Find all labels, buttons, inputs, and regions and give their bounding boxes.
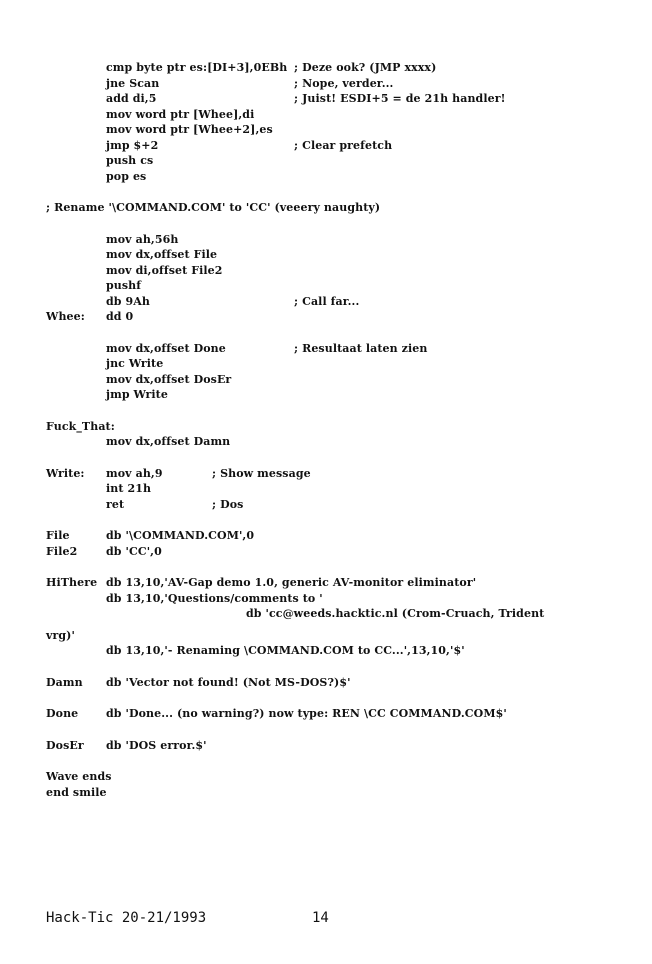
code-line <box>46 278 626 294</box>
code-line <box>46 341 626 357</box>
code-line <box>46 107 626 123</box>
instruction: db 'DOS error.$' <box>106 738 207 752</box>
code-line <box>46 575 626 591</box>
comment: ; Juist! ESDI+5 = de 21h handler! <box>294 92 506 105</box>
page-number: 14 <box>312 910 329 926</box>
code-line <box>46 419 626 435</box>
comment: ; Call far... <box>294 294 360 308</box>
directive: end smile <box>46 785 107 799</box>
code-line <box>46 76 626 92</box>
code-line <box>46 247 626 263</box>
code-line <box>46 232 626 248</box>
code-line <box>46 91 626 107</box>
code-line <box>46 706 626 722</box>
code-line <box>46 356 626 372</box>
comment: ; Nope, verder... <box>294 76 394 90</box>
code-line <box>46 591 626 607</box>
instruction: mov ah,9 <box>106 466 163 480</box>
code-line <box>46 643 626 659</box>
code-label: Done <box>46 707 79 720</box>
instruction: jne Scan <box>106 76 160 90</box>
instruction: mov dx,offset File <box>106 248 218 261</box>
code-label: File <box>46 529 70 542</box>
comment: ; Resultaat laten zien <box>294 341 428 355</box>
code-label: Fuck_That: <box>46 419 115 433</box>
comment: ; Deze ook? (JMP xxxx) <box>294 61 437 74</box>
instruction: mov dx,offset Damn <box>106 435 231 448</box>
rename-comment: ; Rename '\COMMAND.COM' to 'CC' (veeery naughty) <box>46 201 381 214</box>
instruction: cmp byte ptr es:[DI+3],0EBh <box>106 61 288 74</box>
instruction: db 13,10,'AV-Gap demo 1.0, generic AV-monitor eliminator' <box>106 576 477 589</box>
instruction: mov word ptr [Whee],di <box>106 107 255 121</box>
code-label: Whee: <box>46 310 85 323</box>
code-line <box>46 263 626 279</box>
code-line <box>46 606 626 622</box>
instruction: mov word ptr [Whee+2],es <box>106 123 273 136</box>
code-line <box>46 153 626 169</box>
code-line <box>46 497 626 513</box>
instruction: jnc Write <box>106 357 164 370</box>
instruction-wrap: vrg)' <box>46 628 75 642</box>
code-label: HiThere <box>46 576 98 589</box>
instruction: int 21h <box>106 482 152 495</box>
code-label: DosEr <box>46 738 84 752</box>
code-label: File2 <box>46 544 78 558</box>
comment: ; Clear prefetch <box>294 138 393 152</box>
instruction: mov dx,offset Done <box>106 341 226 355</box>
instruction: dd 0 <box>106 310 134 323</box>
instruction: db 13,10,'Questions/comments to ' <box>106 591 323 605</box>
comment: ; Show message <box>212 466 311 480</box>
instruction: db 'cc@weeds.hacktic.nl (Crom-Cruach, Trident <box>246 607 545 620</box>
instruction: pop es <box>106 169 147 183</box>
instruction: db 'Done... (no warning?) now type: REN \CC COMMAND.COM$' <box>106 707 507 720</box>
instruction: mov dx,offset DosEr <box>106 372 232 386</box>
instruction: db 'CC',0 <box>106 544 162 558</box>
code-line <box>46 309 626 325</box>
code-line <box>46 387 626 403</box>
code-line <box>46 169 626 185</box>
code-line <box>46 200 626 216</box>
instruction: mov di,offset File2 <box>106 263 223 277</box>
instruction: mov ah,56h <box>106 232 179 246</box>
code-line <box>46 785 626 801</box>
directive: Wave ends <box>46 770 112 783</box>
code-line <box>46 769 626 785</box>
instruction: add di,5 <box>106 92 157 105</box>
instruction: push cs <box>106 154 154 167</box>
code-line <box>46 372 626 388</box>
code-label: Damn <box>46 675 83 689</box>
instruction: db 13,10,'- Renaming \COMMAND.COM to CC...',13,10,'$' <box>106 644 465 657</box>
code-label: Write: <box>46 466 85 480</box>
code-line <box>46 122 626 138</box>
code-line <box>46 544 626 560</box>
code-line <box>46 628 626 644</box>
code-line <box>46 60 626 76</box>
instruction: db 'Vector not found! (Not MS-DOS?)$' <box>106 675 351 689</box>
code-line <box>46 675 626 691</box>
comment: ; Dos <box>212 497 244 511</box>
page-footer <box>46 910 329 926</box>
instruction: db '\COMMAND.COM',0 <box>106 529 255 542</box>
footer-publication: Hack-Tic 20-21/1993 <box>46 910 207 926</box>
instruction: ret <box>106 497 125 511</box>
code-line <box>46 481 626 497</box>
instruction: pushf <box>106 279 142 292</box>
code-listing <box>46 60 626 800</box>
code-line <box>46 138 626 154</box>
code-line <box>46 294 626 310</box>
code-line <box>46 434 626 450</box>
code-line <box>46 738 626 754</box>
code-line <box>46 528 626 544</box>
instruction: db 9Ah <box>106 294 150 308</box>
instruction: jmp $+2 <box>106 138 159 152</box>
instruction: jmp Write <box>106 388 168 401</box>
code-line <box>46 466 626 482</box>
